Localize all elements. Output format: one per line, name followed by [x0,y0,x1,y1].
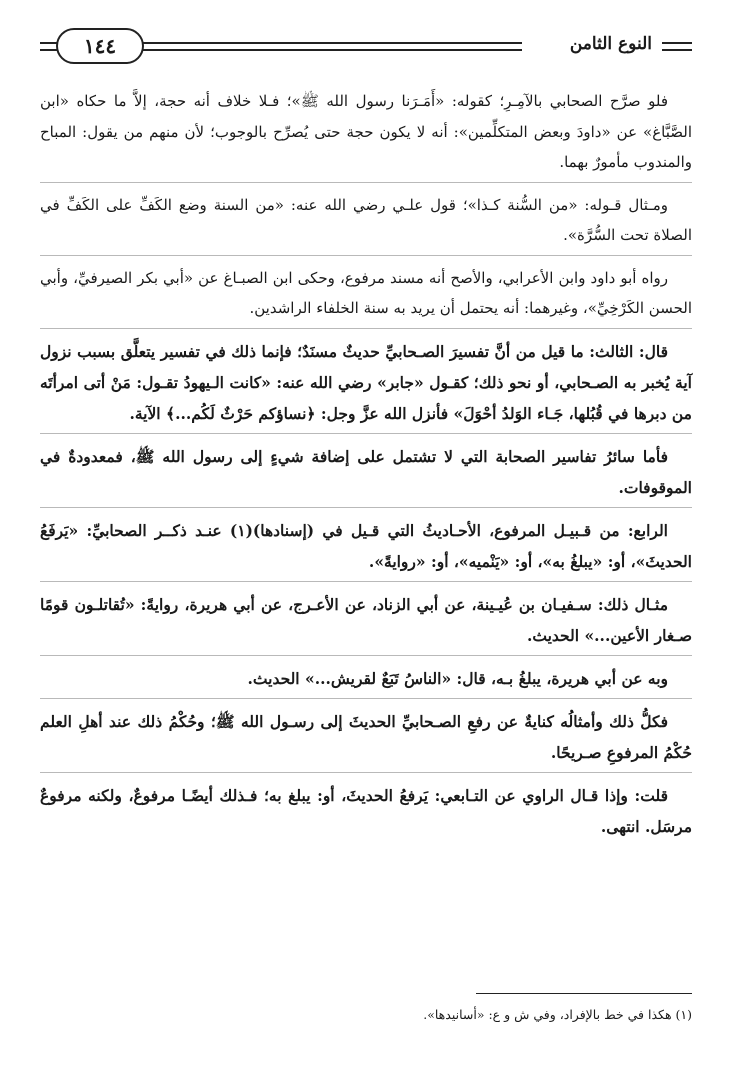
paragraph: قال: الثالث: ما قيل من أنَّ تفسيرَ الصـحابيِّ حديثٌ مسنَدٌ؛ فإنما ذلك في تفسير يتعلَّق بسبب نزول آية يُخبر به الصـحابي، أو نحو ذلك؛ كقـول «جابر» رضي الله عنه: «كانت الـيهودُ تقـول: مَنْ أتى امرأتَه من دبرها في قُبُلها، جَـاء الوَلدُ أحْوَلَ» فأنزل الله عزَّ وجل: ﴿نساؤكم حَرْثٌ لَكُم...﴾ الآية. [40,341,692,423]
divider [40,255,692,256]
divider [40,507,692,508]
divider [40,433,692,434]
paragraph: فأما سائرُ تفاسير الصحابة التي لا تشتمل على إضافة شيءٍ إلى رسول الله ﷺ، فمعدودةٌ في الموقوفات. [40,446,692,497]
paragraph: مثـال ذلك: سـفيـان بن عُيـينة، عن أبي الزناد، عن الأعـرج، عن أبي هريرة، روايةً: «تُقاتلـون قومًا صـغار الأعين...» الحديث. [40,594,692,645]
paragraph: رواه أبو داود وابن الأعرابي، والأصح أنه مسند مرفوع، وحكى ابن الصبـاغ عن «أبي بكر الصيرفيِّ، وأبي الحسن الكَرْخِيِّ»، وغيرهما: أنه يحتمل أن يريد به سنة الخلفاء الراشدين. [40,268,692,317]
paragraph: فلو صرَّح الصحابي بالآمِـرِ؛ كقوله: «أَمَـرَنا رسول الله ﷺ»؛ فـلا خلاف أنه حجة، إلاَّ ما حكاه «ابن الصَّبَّاغ» عن «داودَ وبعض المتكلِّمين»: أنه لا يكون حجة حتى يُصرِّح بالوجوب؛ لأن منهم من يقول: المباح والمندوب مأمورٌ بهما. [40,92,692,171]
header-ornament-right [662,42,692,51]
chapter-title: النوع الثامن [569,34,652,54]
divider [40,698,692,699]
divider [40,581,692,582]
page-header [40,28,692,68]
footnote-rule [476,993,692,994]
paragraph: فكلُّ ذلك وأمثالُه كنايةٌ عن رفعِ الصـحابيِّ الحديثَ إلى رسـول الله ﷺ؛ وحُكْمُ ذلك عند أهلِ العلم حُكْمُ المرفوعِ صـريحًا. [40,711,692,762]
paragraph: الرابع: من قـبيـل المرفوع، الأحـاديثُ التي قـيل في (إسنادها)(١) عنـد ذكــر الصحابيِّ: «يَرفَعُ الحديثَ»، أو: «يبلغُ به»، أو: «يَنْميه»، أو: «روايةً». [40,520,692,571]
header-double-rule [140,42,522,51]
paragraph: قلت: وإذا قـال الراوي عن التـابعي: يَرفعُ الحديثَ، أو: يبلغ به؛ فـذلك أيضًـا مرفوعٌ، ولكنه مرفوعٌ مرسَل. انتهى. [40,785,692,836]
paragraph: ومـثال قـوله: «من السُّنة كـذا»؛ قول علـي رضي الله عنه: «من السنة وضع الكَفِّ على الكَفِّ في الصلاة تحت السُّرَّة». [40,195,692,244]
paragraph: وبه عن أبي هريرة، يبلغُ بـه، قال: «الناسُ تَبَعٌ لقريش...» الحديث. [247,668,668,688]
divider [40,328,692,329]
divider [40,182,692,183]
footnote: (١) هكذا في خط بالإفراد، وفي ش و ع: «أسانيدها». [423,1007,692,1022]
divider [40,655,692,656]
main-text [40,86,692,842]
divider [40,772,692,773]
page-number: ١٤٤ [56,28,144,64]
